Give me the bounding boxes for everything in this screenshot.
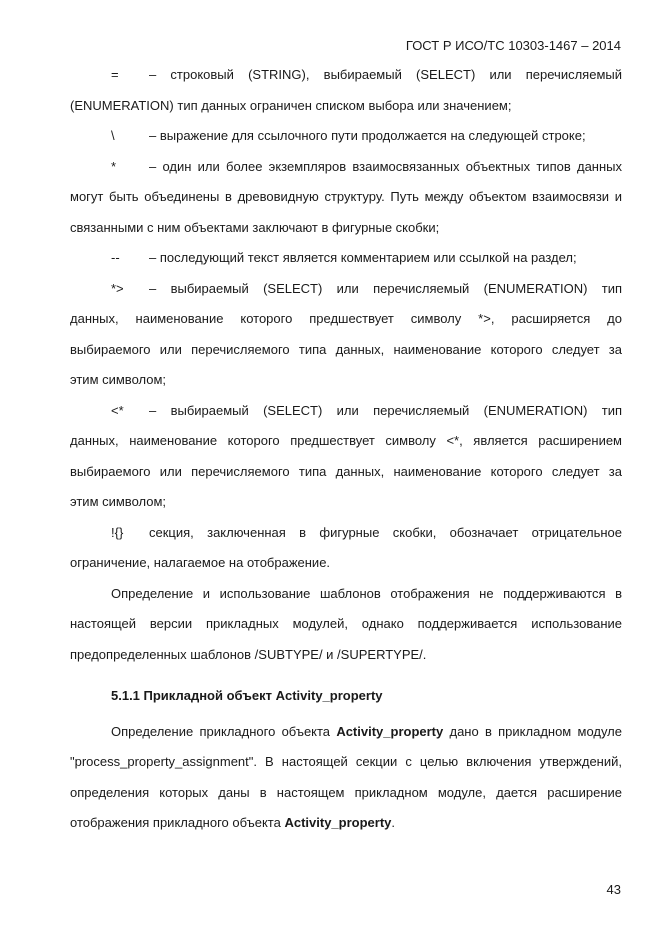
definition-symbol: !{} bbox=[111, 524, 124, 540]
definition-line bbox=[70, 121, 622, 152]
definition-text: – один или более экземпляров взаимосвязанных объектных типов данных bbox=[149, 158, 622, 174]
definition-symbol: -- bbox=[111, 250, 120, 265]
entity-name: Activity_property bbox=[336, 723, 444, 739]
paragraph-text: дано в прикладном модуле bbox=[443, 723, 623, 739]
definition-symbol: *> bbox=[111, 280, 124, 296]
definition-text: – строковый (STRING), выбираемый (SELECT) или перечисляемый bbox=[149, 67, 622, 82]
paragraph-line: настоящей версии прикладных модулей, однако поддерживается использование bbox=[70, 616, 622, 631]
definition-text: – выражение для ссылочного пути продолжается на следующей строке; bbox=[149, 128, 586, 143]
section-heading: 5.1.1 Прикладной объект Activity_property bbox=[111, 688, 383, 703]
definition-continuation: данных, наименование которого предшествует символу <*, является расширением bbox=[70, 433, 622, 448]
paragraph-line: предопределенных шаблонов /SUBTYPE/ и /SUPERTYPE/. bbox=[70, 646, 427, 662]
definition-line bbox=[70, 60, 622, 91]
definition-continuation: могут быть объединены в древовидную структуру. Путь между объектом взаимосвязи и bbox=[70, 189, 622, 204]
entity-name: Activity_property bbox=[284, 815, 392, 830]
definition-text: секция, заключенная в фигурные скобки, обозначает отрицательное bbox=[149, 524, 622, 540]
definition-continuation: выбираемого или перечисляемого типа данных, наименование которого следует за bbox=[70, 341, 622, 357]
definition-continuation: (ENUMERATION) тип данных ограничен списком выбора или значением; bbox=[70, 97, 512, 113]
definition-symbol: * bbox=[111, 158, 117, 174]
definition-symbol: \ bbox=[111, 128, 115, 143]
definition-symbol: = bbox=[111, 67, 119, 82]
paragraph-text: Определение прикладного объекта bbox=[111, 723, 337, 739]
definition-line bbox=[70, 518, 622, 549]
definition-text: – последующий текст является комментарием или ссылкой на раздел; bbox=[149, 250, 577, 265]
paragraph-text: отображения прикладного объекта bbox=[70, 815, 285, 830]
definition-symbol: <* bbox=[111, 402, 124, 418]
definition-continuation: данных, наименование которого предшествует символу *>, расширяется до bbox=[70, 311, 622, 326]
page-body bbox=[70, 60, 622, 839]
definition-continuation: ограничение, налагаемое на отображение. bbox=[70, 555, 331, 570]
paragraph-line: определения которых даны в настоящем прикладном модуле, дается расширение bbox=[70, 784, 622, 800]
paragraph-line: Определение и использование шаблонов отображения не поддерживаются в bbox=[111, 585, 622, 601]
definition-text: – выбираемый (SELECT) или перечисляемый (ENUMERATION) тип bbox=[149, 280, 622, 296]
definition-line bbox=[70, 274, 622, 305]
document-header: ГОСТ Р ИСО/ТС 10303-1467 – 2014 bbox=[405, 38, 621, 53]
definition-line bbox=[70, 243, 622, 274]
definition-line bbox=[70, 152, 622, 183]
definition-line bbox=[70, 396, 622, 427]
paragraph-line bbox=[70, 808, 622, 839]
definition-continuation: выбираемого или перечисляемого типа данных, наименование которого следует за bbox=[70, 463, 622, 479]
definition-continuation: этим символом; bbox=[70, 372, 167, 387]
definition-continuation: связанными с ним объектами заключают в фигурные скобки; bbox=[70, 219, 440, 235]
definition-continuation: этим символом; bbox=[70, 494, 167, 509]
page-number: 43 bbox=[606, 882, 621, 897]
paragraph-text: . bbox=[391, 815, 396, 830]
paragraph-line: "process_property_assignment". В настоящей секции с целью включения утверждений, bbox=[70, 754, 622, 769]
paragraph-line bbox=[70, 717, 622, 748]
definition-text: – выбираемый (SELECT) или перечисляемый (ENUMERATION) тип bbox=[149, 402, 622, 418]
